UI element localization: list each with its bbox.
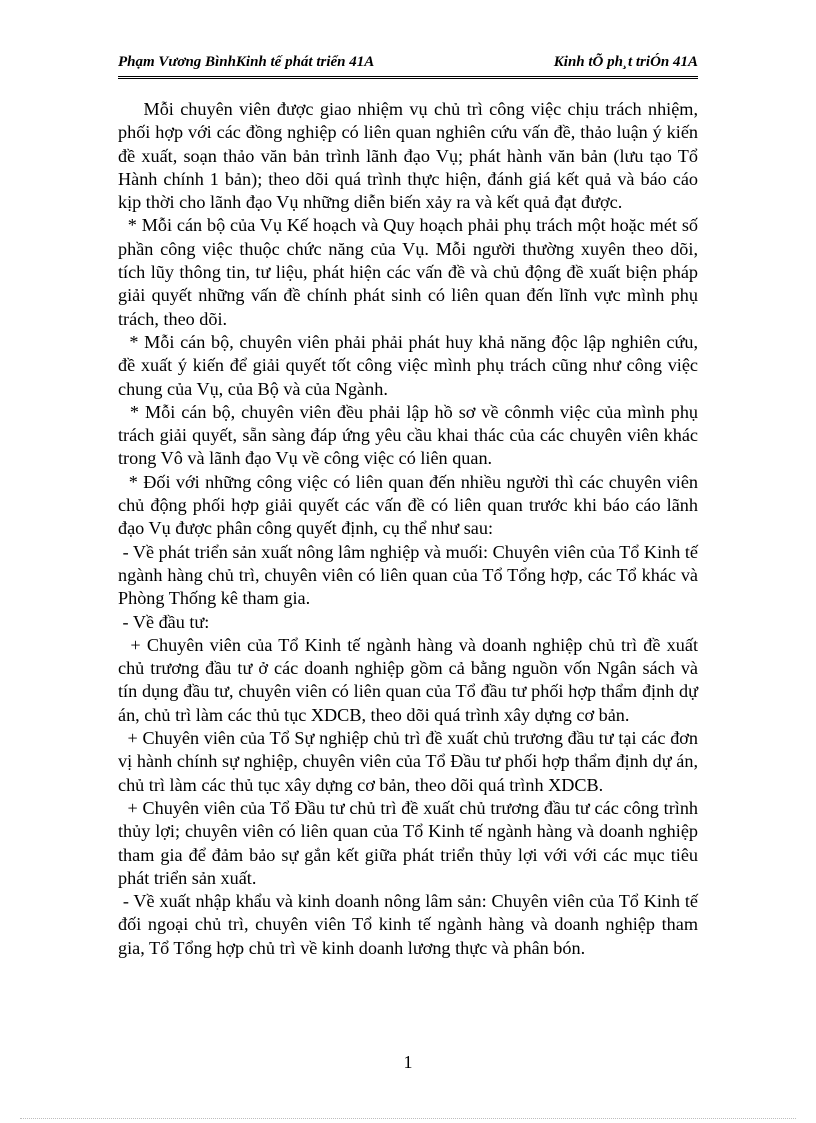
paragraph-staff-duties: * Mỗi cán bộ của Vụ Kế hoạch và Quy hoạch phải phụ trách một hoặc mét số phần công việc thuộc chức năng của Vụ. Mỗi người thường xuyên theo dõi, tích lũy thông tin, tư liệu, phát hiện các vấn đề và chủ động đề xuất biện pháp giải quyết những vấn đề chính phát sinh có liên quan đến lĩnh vực mình phụ trách, theo dõi. [118, 215, 703, 329]
header-author-title: Phạm Vương BìnhKinh tế phát triển 41A [118, 54, 375, 70]
page-number: 1 [403, 1052, 413, 1072]
page-bottom-edge [20, 1118, 796, 1119]
header-course-title: Kinh tÕ ph¸t triÓn 41A [553, 54, 698, 70]
paragraph-import-export: - Về xuất nhập khẩu và kinh doanh nông lâm sản: Chuyên viên của Tổ Kinh tế đối ngoại chủ trì, chuyên viên Tổ kinh tế ngành hàng và doanh nghiệp tham gia, Tổ Tổng hợp chủ trì về kinh doanh lương thực và phân bón. [118, 891, 703, 958]
paragraph-investment-administrative: + Chuyên viên của Tổ Sự nghiệp chủ trì đề xuất chủ trương đầu tư tại các đơn vị hành chính sự nghiệp, chuyên viên của Tổ Đầu tư phối hợp thẩm định dự án, chủ trì làm các thủ tục xây dựng cơ bản, theo dõi quá trình XDCB. [118, 728, 703, 795]
paragraph-responsibility: Mỗi chuyên viên được giao nhiệm vụ chủ trì công việc chịu trách nhiệm, phối hợp với các đồng nghiệp có liên quan nghiên cứu vấn đề, thảo luận ý kiến đề xuất, soạn thảo văn bản trình lãnh đạo Vụ; phát hành văn bản (lưu tạo Tổ Hành chính 1 bản); theo dõi quá trình thực hiện, đánh giá kết quả và báo cáo kịp thời cho lãnh đạo Vụ những diễn biến xảy ra và kết quả đạt được. [118, 99, 703, 213]
paragraph-independent-research: * Mỗi cán bộ, chuyên viên phải phải phát huy khả năng độc lập nghiên cứu, đề xuất ý kiến để giải quyết tốt công việc mình phụ trách cũng như công việc chung của Vụ, của Bộ và của Ngành. [118, 331, 703, 399]
paragraph-coordination: * Đối với những công việc có liên quan đến nhiều người thì các chuyên viên chủ động phối hợp giải quyết các vấn đề có liên quan trước khi báo cáo lãnh đạo Vụ được phân công quyết định, cụ thể như sau: [118, 471, 703, 539]
paragraph-investment-irrigation: + Chuyên viên của Tổ Đầu tư chủ trì đề xuất chủ trương đầu tư các công trình thủy lợi; chuyên viên có liên quan của Tổ Kinh tế ngành hàng và doanh nghiệp tham gia để đảm bảo sự gắn kết giữa phát triển thủy lợi với với các mục tiêu phát triển sản xuất. [118, 797, 703, 888]
paragraph-records: * Mỗi cán bộ, chuyên viên đều phải lập hồ sơ về cônmh việc của mình phụ trách giải quyết, sẵn sàng đáp ứng yêu cầu khai thác của các chuyên viên khác trong Vô và lãnh đạo Vụ về công việc có liên quan. [118, 401, 703, 469]
paragraph-investment-enterprise: + Chuyên viên của Tổ Kinh tế ngành hàng và doanh nghiệp chủ trì đề xuất chủ trương đầu tư ở các doanh nghiệp gồm cả bằng nguồn vốn Ngân sách và tín dụng đầu tư, chuyên viên có liên quan của Tổ đầu tư phối hợp thẩm định dự án, chủ trì làm các thủ tục XDCB, theo dõi quá trình xây dựng cơ bản. [118, 634, 703, 725]
paragraph-investment-heading: - Về đầu tư: [118, 611, 210, 632]
paragraph-production: - Về phát triển sản xuất nông lâm nghiệp và muối: Chuyên viên của Tổ Kinh tế ngành hàng chủ trì, chuyên viên có liên quan của Tổ Tổng hợp, các Tổ khác và Phòng Thống kê tham gia. [118, 541, 703, 609]
page-header [118, 52, 698, 79]
document-body [118, 98, 703, 960]
